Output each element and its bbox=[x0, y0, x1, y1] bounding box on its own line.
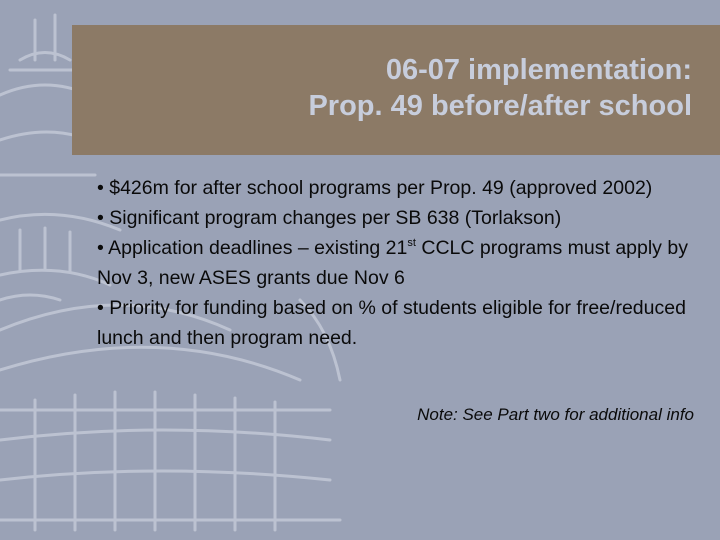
bullet-item: • $426m for after school programs per Prop. 49 (approved 2002) bbox=[97, 177, 653, 199]
bullet-list bbox=[97, 173, 697, 353]
bullet-text-post: CCLC programs must apply by Nov 3, new ASES grants due Nov 6 bbox=[97, 237, 688, 289]
ordinal-suffix: st bbox=[407, 237, 416, 249]
bullet-item: • Priority for funding based on % of students eligible for free/reduced lunch and then program need. bbox=[97, 297, 686, 349]
slide-title bbox=[132, 52, 692, 124]
footnote: Note: See Part two for additional info bbox=[417, 405, 694, 424]
bullet-item: • Significant program changes per SB 638 (Torlakson) bbox=[97, 207, 562, 229]
title-line-2: Prop. 49 before/after school bbox=[308, 90, 692, 122]
title-line-1: 06-07 implementation: bbox=[385, 54, 692, 86]
bullet-item bbox=[97, 233, 697, 293]
bullet-text-pre: • Application deadlines – existing 21 bbox=[97, 237, 408, 259]
